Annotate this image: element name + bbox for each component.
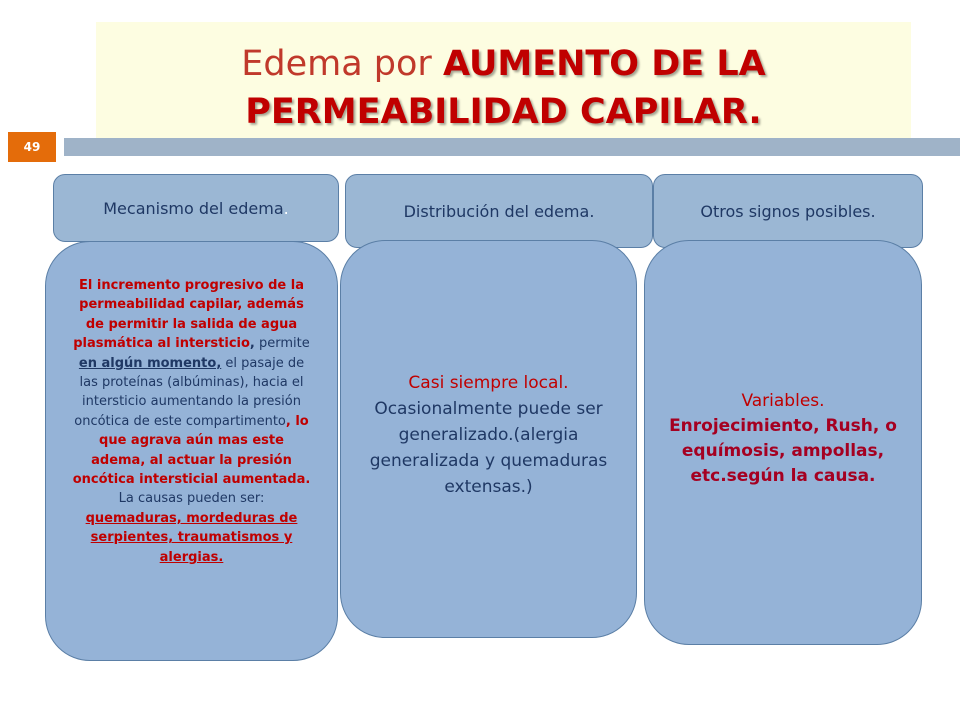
mechanism-text-4: el pasaje de las proteínas (albúminas), hacia el intersticio aumentando la presión oncótica de este compartimento — [74, 355, 305, 429]
mechanism-text-3: en algún momento, — [78, 355, 222, 371]
mechanism-text-1-comma: , — [249, 336, 255, 352]
distribution-line-1: Casi siempre local. — [408, 373, 569, 393]
mechanism-text-7: quemaduras, mordeduras de serpientes, traumatismos y alergias. — [85, 510, 298, 565]
header-other-signs-label: Otros signos posibles. — [700, 201, 876, 221]
mechanism-text-5: , lo que agrava aún mas este adema, al actuar la presión oncótica intersticial aumentada. — [72, 413, 311, 488]
other-signs-line-2: Enrojecimiento, Rush, o equímosis, ampollas, etc.según la causa. — [669, 416, 897, 486]
header-distribution-label: Distribución del edema. — [403, 201, 595, 221]
slide-title — [96, 40, 911, 136]
card-distribution — [340, 240, 637, 638]
title-part-bold: AUMENTO DE LA — [442, 44, 766, 84]
header-mechanism-dot: . — [283, 198, 289, 218]
slide-number-badge: 49 — [8, 132, 56, 162]
header-distribution — [345, 174, 653, 248]
header-mechanism — [53, 174, 339, 242]
mechanism-text-2: permite — [254, 336, 310, 352]
header-mechanism-label: Mecanismo del edema — [103, 198, 284, 218]
mechanism-text-6: La causas pueden ser: — [118, 491, 265, 507]
title-rule-bar — [64, 138, 960, 156]
mechanism-text-1: El incremento progresivo de la permeabilidad capilar, además de permitir la salida de agua plasmática al intersticio — [73, 278, 304, 352]
card-mechanism — [45, 241, 338, 661]
title-part-plain: Edema por — [241, 44, 443, 84]
other-signs-line-1: Variables. — [741, 391, 825, 411]
card-other-signs — [644, 240, 922, 645]
title-part-bold-2: PERMEABILIDAD CAPILAR. — [245, 92, 762, 132]
header-other-signs — [653, 174, 923, 248]
distribution-line-2: Ocasionalmente puede ser generalizado.(alergia generalizada y quemaduras extensas.) — [369, 399, 608, 497]
